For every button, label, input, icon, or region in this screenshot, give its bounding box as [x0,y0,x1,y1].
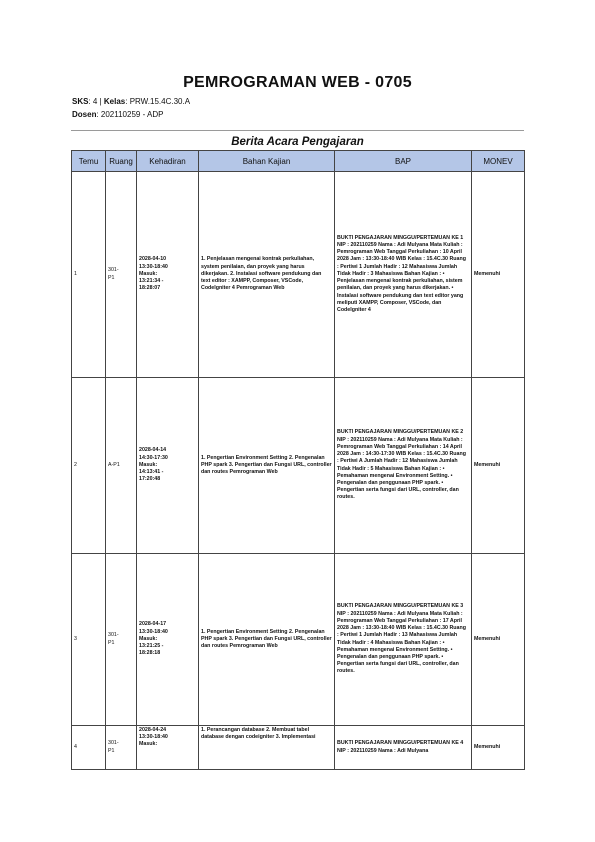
cell-bahan-kajian: 1. Perancangan database 2. Membuat tabel database dengan codeigniter 3. Implementasi [199,726,335,770]
kehadiran-in: 13:21:34 - [139,278,164,285]
col-header-monev: MONEV [472,151,525,172]
kehadiran-time: 13:30-18:40 [139,734,168,741]
col-header-kehadiran: Kehadiran [137,151,199,172]
kehadiran-time: 13:30-18:40 [139,263,168,270]
col-header-bap: BAP [335,151,472,172]
kehadiran-in: 13:21:25 - [139,643,164,650]
cell-kehadiran [137,726,199,770]
sks-label: SKS [72,97,89,106]
cell-ruang [106,726,137,770]
cell-temu: 1 [72,172,106,378]
kehadiran-date: 2028-04-14 [139,447,167,454]
dosen-value: : 202110259 - ADP [96,110,164,119]
document-title: PEMROGRAMAN WEB - 0705 [183,74,412,91]
kehadiran-out: 17:20:48 [139,476,161,483]
cell-temu: 3 [72,554,106,726]
sks-value: : 4 | [88,97,102,106]
cell-bap: BUKTI PENGAJARAN MINGGU/PERTEMUAN KE 3 NIP : 202110259 Nama : Adi Mulyana Mata Kuliah : Pemrograman Web Tanggal Perkuliahan : 17 April 2028 Jam : 13:30-18:40 WIB Kelas : 15.4C.30 Ruang : Pertiwi 1 Jumlah Hadir : 13 Mahasiswa Jumlah Tidak Hadir : 4 Mahasiswa Bahan Kajian : • Pemahaman mengenai Environment Setting. • Pengenalan dan penggunaan PHP spark. • Pengertian serta fungsi dari URL, controller, dan routes. [335,554,472,726]
header-divider [71,130,524,131]
cell-bahan-kajian: 1. Pengertian Environment Setting 2. Pengenalan PHP spark 3. Pengertian dan Fungsi URL, controller dan routes Pemrograman Web [199,554,335,726]
table-row [72,378,525,554]
ruang-line: A-P1 [108,461,120,468]
cell-ruang [106,172,137,378]
table-row [72,726,525,770]
cell-ruang [106,554,137,726]
lecturer-meta [72,110,163,120]
kehadiran-time: 13:30-18:40 [139,628,168,635]
bap-table [71,150,525,770]
cell-monev: Memenuhi [472,554,525,726]
kelas-value: : PRW.15.4C.30.A [125,97,191,106]
course-meta [72,97,190,107]
kehadiran-in: 14:13:41 - [139,469,164,476]
ruang-line: P1 [108,747,115,754]
cell-bap: BUKTI PENGAJARAN MINGGU/PERTEMUAN KE 1 NIP : 202110259 Nama : Adi Mulyana Mata Kuliah : Pemrograman Web Tanggal Perkuliahan : 10 April 2028 Jam : 13:30-18:40 WIB Kelas : 15.4C.30 Ruang : Pertiwi 1 Jumlah Hadir : 12 Mahasiswa Jumlah Tidak Hadir : 3 Mahasiswa Bahan Kajian : • Penjelasan mengenai kontrak perkuliahan, sistem penilaian, dan proyek yang harus dikerjakan. • Instalasi software pendukung dan text editor yang meliputi XAMPP, Composer, VSCode, dan CodeIgniter 4 [335,172,472,378]
kehadiran-date: 2028-04-10 [139,256,167,263]
ruang-line: 301- [108,740,119,747]
kelas-label: Kelas [103,97,126,106]
cell-monev: Memenuhi [472,726,525,770]
cell-temu: 4 [72,726,106,770]
cell-monev: Memenuhi [472,378,525,554]
kehadiran-out: 18:28:07 [139,285,161,292]
kehadiran-masuk: Masuk: [139,635,158,642]
kehadiran-masuk: Masuk: [139,741,158,748]
cell-kehadiran [137,554,199,726]
kehadiran-date: 2028-04-17 [139,621,167,628]
ruang-line: P1 [108,639,115,646]
table-header-row [72,151,525,172]
cell-bahan-kajian: 1. Penjelasan mengenai kontrak perkuliahan, system penilaian, dan proyek yang harus dikerjakan. 2. Instalasi software pendukung dan text editor : XAMPP, Composer, VSCode, CodeIgniter 4 Pemrograman Web [199,172,335,378]
table-row [72,172,525,378]
col-header-ruang: Ruang [106,151,137,172]
cell-monev: Memenuhi [472,172,525,378]
section-title: Berita Acara Pengajaran [231,136,364,148]
table-row [72,554,525,726]
cell-bap: BUKTI PENGAJARAN MINGGU/PERTEMUAN KE 2 NIP : 202110259 Nama : Adi Mulyana Mata Kuliah : Pemrograman Web Tanggal Perkuliahan : 14 April 2028 Jam : 14:30-17:30 WIB Kelas : 15.4C.30 Ruang : Pertiwi A Jumlah Hadir : 12 Mahasiswa Jumlah Tidak Hadir : 5 Mahasiswa Bahan Kajian : • Pemahaman mengenai Environment Setting. • Pengenalan dan penggunaan PHP spark. • Pengertian serta fungsi dari URL, controller, dan routes. [335,378,472,554]
ruang-line: 301- [108,632,119,639]
cell-kehadiran [137,172,199,378]
dosen-label: Dosen [72,110,97,119]
kehadiran-date: 2028-04-24 [139,727,167,733]
kehadiran-out: 18:28:18 [139,650,161,657]
ruang-line: P1 [108,274,115,281]
col-header-bahan-kajian: Bahan Kajian [199,151,335,172]
cell-ruang [106,378,137,554]
col-header-temu: Temu [72,151,106,172]
kehadiran-masuk: Masuk: [139,270,158,277]
cell-bahan-kajian: 1. Pengertian Environment Setting 2. Pengenalan PHP spark 3. Pengertian dan Fungsi URL, controller dan routes Pemrograman Web [199,378,335,554]
cell-kehadiran [137,378,199,554]
cell-bap: BUKTI PENGAJARAN MINGGU/PERTEMUAN KE 4 NIP : 202110259 Nama : Adi Mulyana [335,726,472,770]
ruang-line: 301- [108,267,119,274]
cell-temu: 2 [72,378,106,554]
kehadiran-time: 14:30-17:30 [139,454,168,461]
kehadiran-masuk: Masuk: [139,461,158,468]
